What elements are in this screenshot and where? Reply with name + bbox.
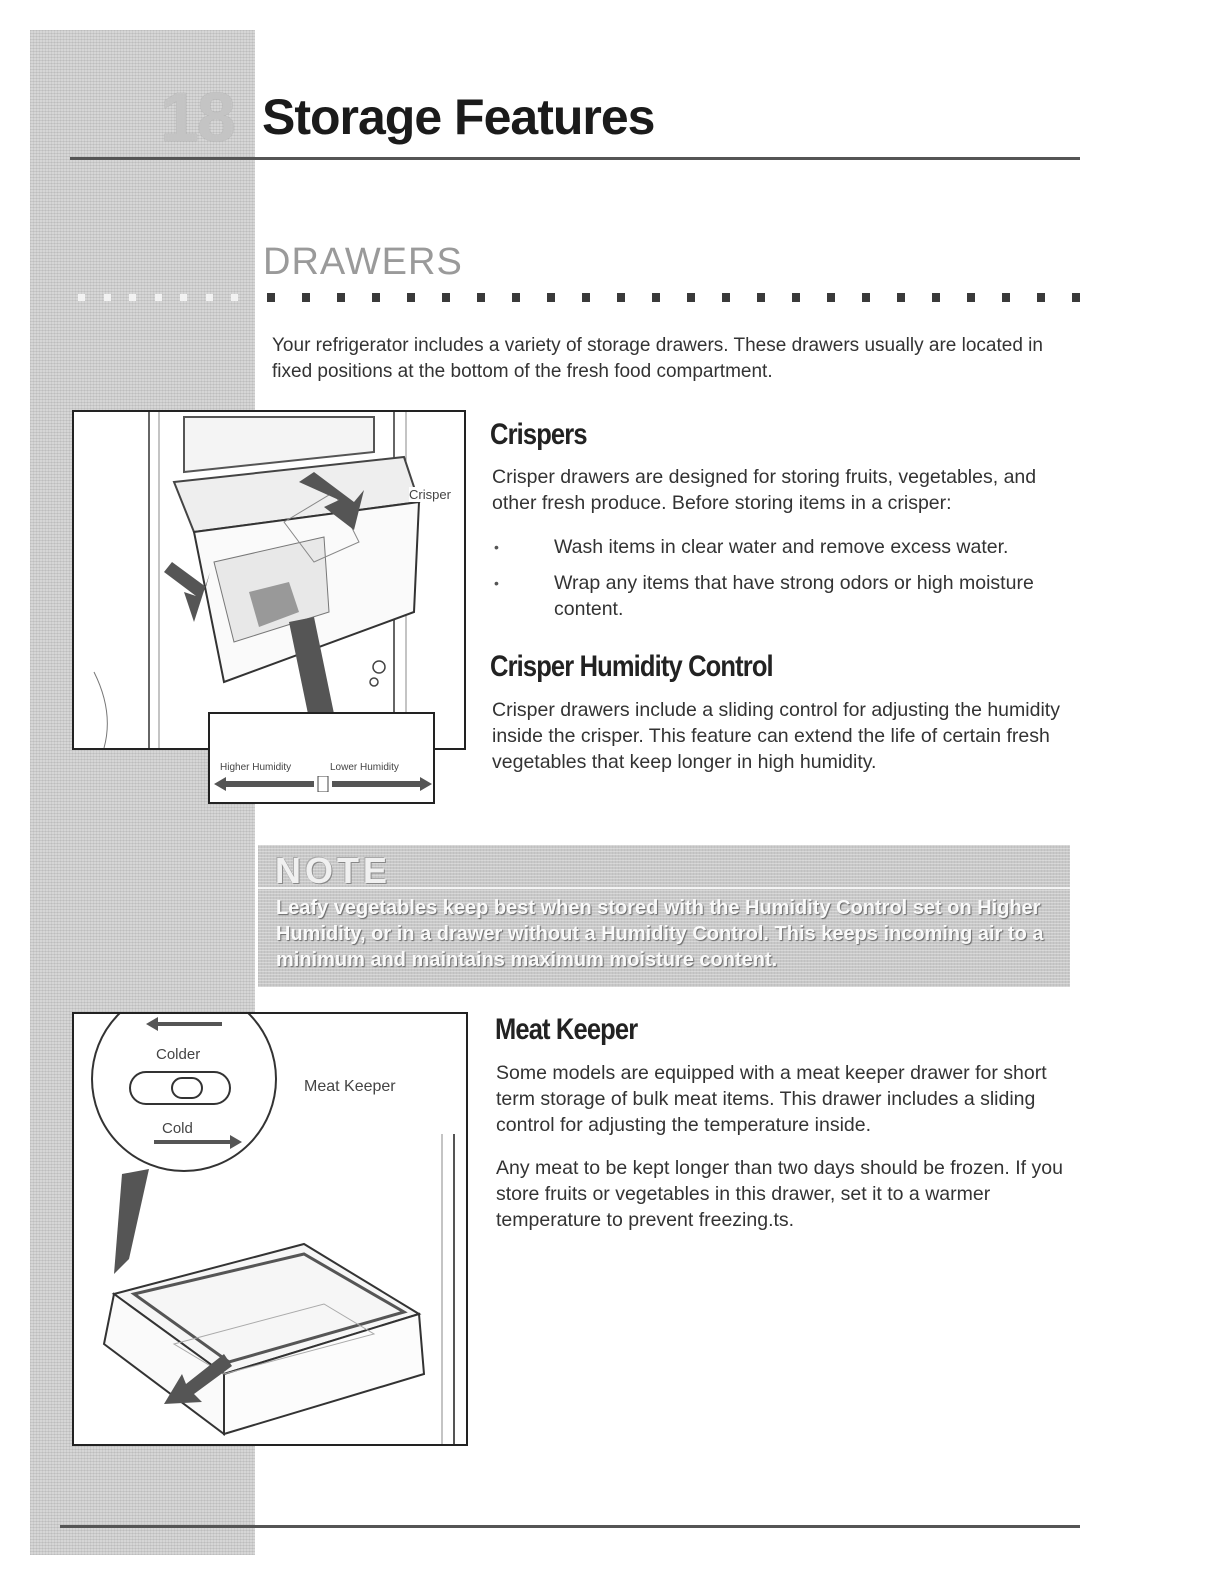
lower-humidity-label: Lower Humidity bbox=[330, 762, 399, 773]
note-title: NOTE bbox=[275, 850, 392, 891]
section-title: DRAWERS bbox=[263, 241, 463, 283]
page-title: Storage Features bbox=[262, 89, 655, 145]
meat-keeper-figure bbox=[72, 1012, 468, 1446]
crispers-bullet-list bbox=[492, 534, 1077, 632]
header-rule bbox=[70, 157, 1080, 160]
humidity-text: Crisper drawers include a sliding control for adjusting the humidity inside the crisper. This feature can extend the life of certain fresh vegetables that keep longer in high humidity. bbox=[492, 699, 1060, 773]
section-dot-rule bbox=[267, 293, 1080, 303]
meat-keeper-drawer-illustration bbox=[74, 1014, 466, 1444]
crispers-text: Crisper drawers are designed for storing fruits, vegetables, and other fresh produce. Before storing items in a crisper: bbox=[492, 466, 1037, 514]
crispers-bullet-wrap: • Wrap any items that have strong odors or high moisture content. bbox=[492, 570, 1077, 622]
crisper-figure bbox=[72, 410, 466, 750]
crisper-drawer-illustration bbox=[74, 412, 464, 748]
colder-label: Colder bbox=[156, 1046, 201, 1063]
crispers-heading: Crispers bbox=[490, 418, 587, 451]
meat-keeper-label: Meat Keeper bbox=[304, 1078, 396, 1095]
sidebar-dot-row bbox=[78, 294, 238, 302]
note-text: Leafy vegetables keep best when stored with the Humidity Control set on Higher Humidity, or in a drawer without a Humidity Control. This keeps incoming air to a minimum and maintains maximum moisture content. bbox=[276, 897, 1044, 971]
footer-rule bbox=[60, 1525, 1080, 1528]
page-number: 18 bbox=[160, 78, 234, 156]
humidity-arrow-icon bbox=[214, 776, 432, 792]
cold-label: Cold bbox=[162, 1120, 193, 1137]
meat-keeper-text-1: Some models are equipped with a meat keeper drawer for short term storage of bulk meat items. This drawer includes a sliding control for adjusting the temperature inside. bbox=[496, 1062, 1047, 1136]
crispers-bullet-wash: • Wash items in clear water and remove excess water. bbox=[492, 534, 1077, 560]
meat-keeper-text-2: Any meat to be kept longer than two days should be frozen. If you store fruits or vegetables in this drawer, set it to a warmer temperature to prevent freezing.ts. bbox=[496, 1157, 1063, 1231]
meat-keeper-heading: Meat Keeper bbox=[495, 1013, 638, 1046]
higher-humidity-label: Higher Humidity bbox=[220, 762, 292, 773]
humidity-heading: Crisper Humidity Control bbox=[490, 650, 773, 683]
intro-paragraph: Your refrigerator includes a variety of storage drawers. These drawers usually are located in fixed positions at the bottom of the fresh food compartment. bbox=[272, 335, 1043, 382]
crisper-label: Crisper bbox=[409, 487, 451, 502]
humidity-slider-figure bbox=[208, 712, 435, 804]
